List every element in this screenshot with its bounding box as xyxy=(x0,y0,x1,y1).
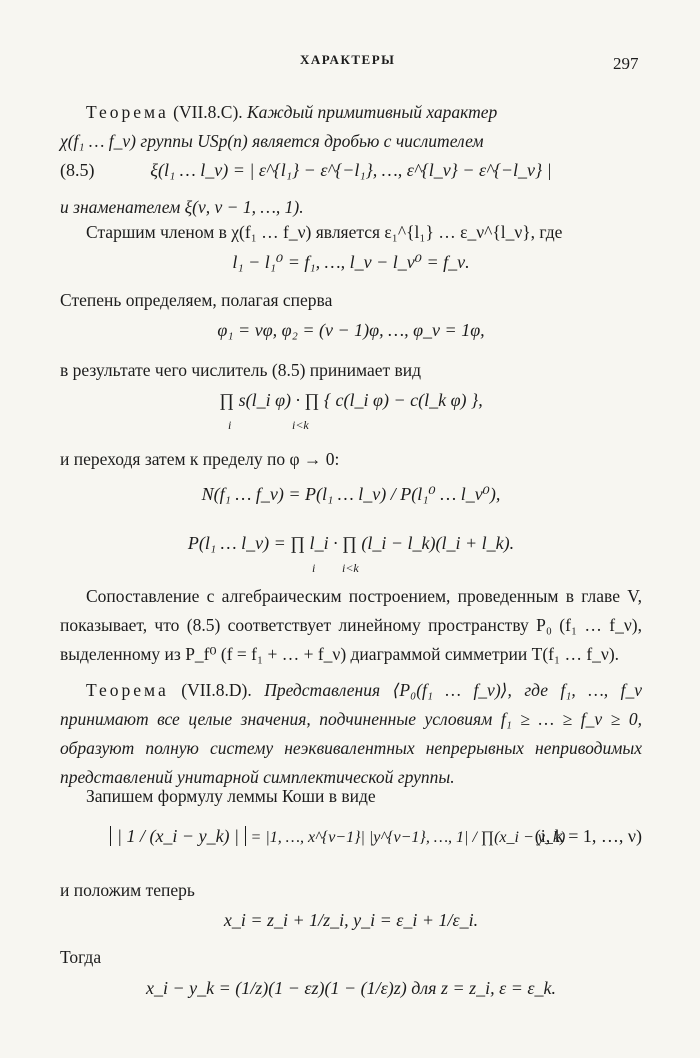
paragraph-degree: Степень определяем, полагая сперва xyxy=(60,290,333,310)
product-subscript-i: i xyxy=(228,418,232,432)
paragraph-leading-term: Старшим членом в χ(f₁ … f_ν) является ε₁^{l₁} … ε_ν^{l_ν}, где xyxy=(86,222,563,242)
equation-phi: φ₁ = νφ, φ₂ = (ν − 1)φ, …, φ_ν = 1φ, xyxy=(217,320,485,340)
cauchy-lhs: | 1 / (x_i − y_k) | xyxy=(110,826,246,846)
equation-product-formula: ∏ s(l_i φ) · ∏ { c(l_i φ) − c(l_k φ) }, xyxy=(219,390,483,410)
paragraph-comparison: Сопоставление с алгебраическим построением, проведенным в главе V, показывает, что (8.5) соответствует линейному пространству P₀ (f₁ … f_ν), выделенному из P_f⁰ (f = f₁ + … + f_ν) диаграммой симметрии T(f₁ … f_ν). xyxy=(60,586,642,664)
equation-formula: ξ(l₁ … l_ν) = | ε^{l₁} − ε^{−l₁}, …, ε^{l_ν} − ε^{−l_ν} | xyxy=(150,160,552,180)
equation-P xyxy=(60,533,642,577)
paragraph-limit: и переходя затем к пределу по φ → 0: xyxy=(60,449,340,469)
equation-8-5 xyxy=(60,160,642,181)
theorem-label: Теорема xyxy=(86,680,169,700)
theorem-7-8-d xyxy=(60,676,642,792)
product-subscript-i: i xyxy=(312,561,316,575)
paragraph-then: Тогда xyxy=(60,947,102,967)
theorem-label: Теорема xyxy=(86,102,169,122)
theorem-7-8-c xyxy=(60,98,642,156)
equation-difference: x_i − y_k = (1/z)(1 − εz)(1 − (1/ε)z) для z = z_i, ε = ε_k. xyxy=(145,978,556,998)
paragraph-substitute: и положим теперь xyxy=(60,880,195,900)
paragraph-cauchy-lemma: Запишем формулу леммы Коши в виде xyxy=(86,786,376,806)
equation-P-formula: P(l₁ … l_ν) = ∏ l_i · ∏ (l_i − l_k)(l_i + l_k). xyxy=(187,533,515,553)
equation-cauchy xyxy=(60,826,642,847)
equation-l-minus-l0: l₁ − l₁⁰ = f₁, …, l_ν − l_ν⁰ = f_ν. xyxy=(232,252,470,272)
cauchy-rhs: = |1, …, x^{ν−1}| |y^{ν−1}, …, 1| / ∏(x_i − y_k) xyxy=(250,829,566,846)
theorem-text: Представления ⟨P₀(f₁ … f_ν)⟩, где f₁, …, f_ν принимают все целые значения, подчиненные условиям f₁ ≥ … ≥ f_ν ≥ 0, образуют полную систему неэквивалентных непрерывных неприводимых представлений унитарной симплектической группы. xyxy=(60,680,642,787)
theorem-number: (VII.8.C). xyxy=(173,102,243,122)
page-number: 297 xyxy=(613,54,639,73)
theorem-text-line1: Каждый примитивный характер xyxy=(247,102,498,122)
equation-substitution: x_i = z_i + 1/z_i, y_i = ε_i + 1/ε_i. xyxy=(223,910,479,930)
product-subscript-ik: i<k xyxy=(292,418,309,432)
equation-N: N(f₁ … f_ν) = P(l₁ … l_ν) / P(l₁⁰ … l_ν⁰), xyxy=(201,484,501,504)
paragraph-denominator: и знаменателем ξ(ν, ν − 1, …, 1). xyxy=(60,197,304,217)
running-header: ХАРАКТЕРЫ xyxy=(300,52,396,67)
equation-product-s-c xyxy=(60,390,642,436)
theorem-text-line2: χ(f₁ … f_ν) группы USp(n) является дробью с числителем xyxy=(60,131,484,151)
cauchy-condition: (i, k = 1, …, ν) xyxy=(534,826,642,846)
theorem-number: (VII.8.D). xyxy=(181,680,252,700)
product-subscript-ik: i<k xyxy=(342,561,359,575)
equation-number: (8.5) xyxy=(60,160,95,180)
paragraph-numerator-form: в результате чего числитель (8.5) принимает вид xyxy=(60,360,422,380)
